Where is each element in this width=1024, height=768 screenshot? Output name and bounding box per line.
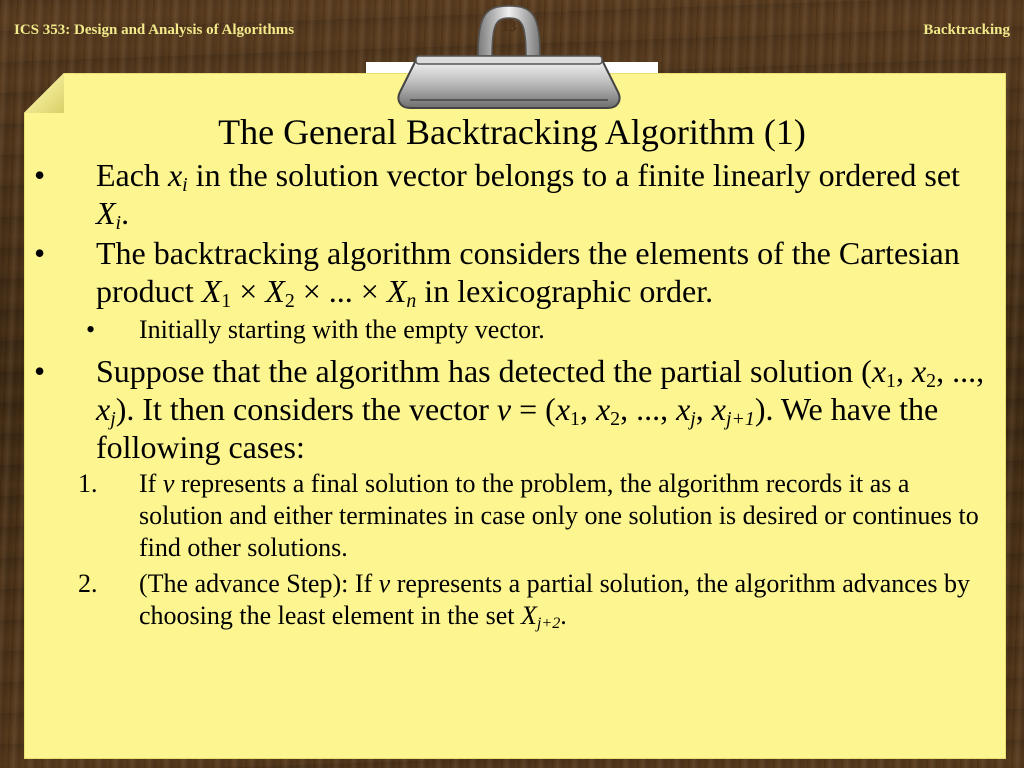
bullet-marker: • bbox=[86, 315, 96, 344]
numbered-item: 2. (The advance Step): If v represents a partial solution, the algorithm advances by choosing the least element in the set $X_{j+2}$. bbox=[78, 569, 970, 633]
bullet-item: • The backtracking algorithm considers the elements of the Cartesian product $X_1 \times X_2$ × ... × $X_n$ in lexicographic order. bbox=[34, 235, 960, 312]
number-marker: 1. bbox=[78, 469, 98, 498]
bullet-item: • Each $x_i$ in the solution vector belongs to a finite linearly ordered set $X_i$. bbox=[34, 157, 960, 234]
topic-label: Backtracking bbox=[923, 22, 1010, 38]
page-number: 13 bbox=[501, 19, 517, 35]
bullet-marker: • bbox=[34, 157, 46, 193]
number-marker: 2. bbox=[78, 569, 98, 598]
course-title: ICS 353: Design and Analysis of Algorithms bbox=[14, 22, 295, 38]
numbered-item: 1. If v represents a final solution to the problem, the algorithm records it as a solution and either terminates in case only one solution is desired or continues to find other solutions. bbox=[78, 469, 979, 562]
folded-corner bbox=[24, 73, 64, 113]
sub-bullet-item: • Initially starting with the empty vector. bbox=[86, 315, 545, 344]
slide-title: The General Backtracking Algorithm (1) bbox=[218, 112, 806, 152]
bullet-item: • Suppose that the algorithm has detected the partial solution ($x_1$, $x_2$, ..., $x_j$). It then considers the vector $v = (x_1$, $x_2$, ..., $x_j$, $x_{j+1}$). We have the following cases: bbox=[34, 353, 985, 465]
slide-body bbox=[34, 156, 994, 636]
bullet-marker: • bbox=[34, 235, 46, 271]
bullet-marker: • bbox=[34, 353, 46, 389]
